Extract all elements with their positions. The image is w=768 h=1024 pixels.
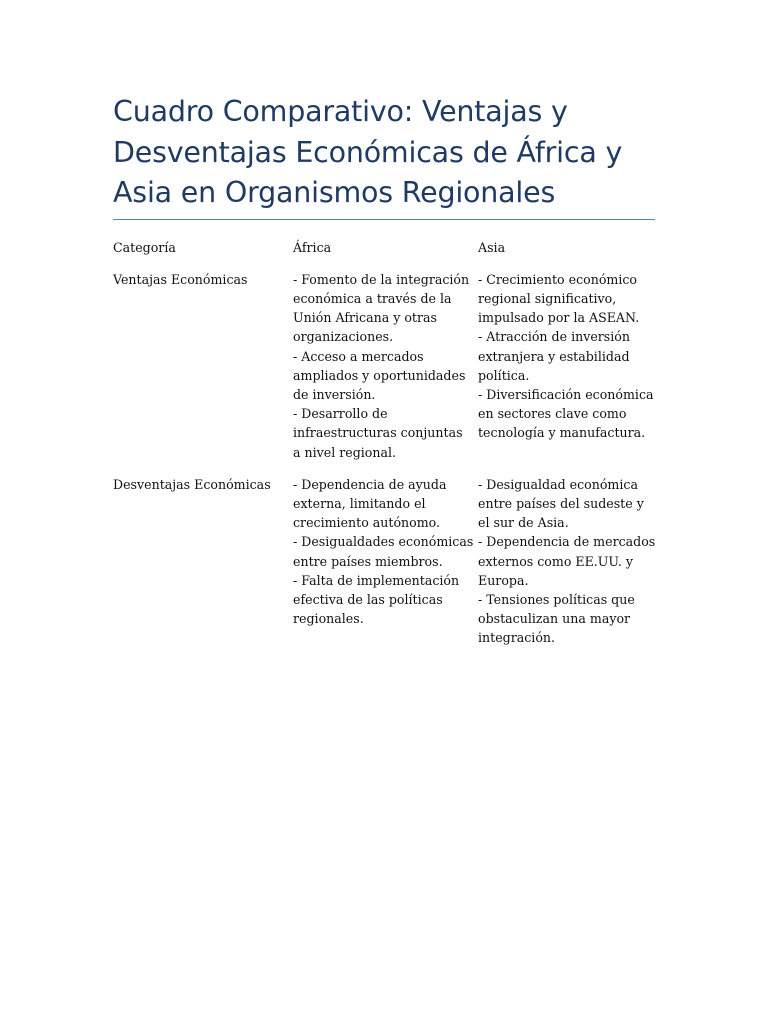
header-africa: África — [293, 239, 332, 255]
list-item: - Atracción de inversión extranjera y estabilidad política. — [478, 329, 630, 383]
list-item: - Acceso a mercados ampliados y oportunidades de inversión. — [293, 348, 466, 402]
list-item: - Fomento de la integración económica a través de la Unión Africana y otras organizaciones. — [293, 271, 470, 345]
list-item: - Tensiones políticas que obstaculizan una mayor integración. — [478, 591, 635, 646]
africa-cell — [293, 270, 478, 475]
document-page — [113, 92, 655, 648]
asia-cell — [478, 270, 659, 475]
row-category: Desventajas Económicas — [113, 476, 271, 492]
table-header-row — [113, 238, 659, 270]
row-category: Ventajas Económicas — [113, 271, 248, 287]
list-item: - Dependencia de ayuda externa, limitando el crecimiento autónomo. — [293, 476, 447, 531]
header-asia: Asia — [478, 239, 506, 255]
comparison-table — [113, 238, 659, 648]
list-item: - Crecimiento económico regional significativo, impulsado por la ASEAN. — [478, 271, 640, 326]
title-divider — [113, 219, 655, 220]
header-category: Categoría — [113, 239, 176, 255]
table-row — [113, 270, 659, 475]
asia-cell — [478, 475, 659, 648]
list-item: - Falta de implementación efectiva de las políticas regionales. — [293, 572, 460, 627]
list-item: - Diversificación económica en sectores clave como tecnología y manufactura. — [478, 386, 654, 441]
page-title: Cuadro Comparativo: Ventajas y Desventajas Económicas de África y Asia en Organismos Regionales — [113, 95, 623, 209]
list-item: - Desarrollo de infraestructuras conjuntas a nivel regional. — [293, 406, 463, 460]
table-row — [113, 475, 659, 648]
africa-cell — [293, 475, 478, 648]
list-item: - Desigualdades económicas entre países miembros. — [293, 534, 474, 569]
list-item: - Dependencia de mercados externos como EE.UU. y Europa. — [478, 534, 656, 588]
list-item: - Desigualdad económica entre países del sudeste y el sur de Asia. — [478, 476, 644, 531]
